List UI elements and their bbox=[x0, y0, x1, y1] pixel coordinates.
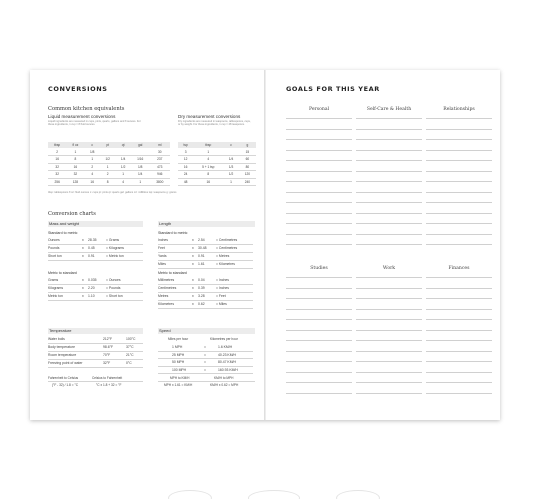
conversion-cell: = Inches bbox=[216, 278, 229, 282]
table-cell: 1 bbox=[84, 156, 99, 164]
goal-line[interactable] bbox=[426, 277, 492, 278]
conversion-cell: = Centimetres bbox=[216, 246, 238, 250]
liquid-heading: Liquid measurement conversions bbox=[48, 114, 116, 119]
conversion-cell: x bbox=[192, 238, 194, 242]
table-cell: 120 bbox=[239, 171, 256, 179]
conversion-cell: 1.6 KM/H bbox=[218, 345, 233, 349]
goal-line[interactable] bbox=[426, 372, 492, 373]
conversion-cell: 2.20 bbox=[88, 286, 95, 290]
conversion-cell: 0.91 bbox=[88, 254, 95, 258]
conversion-cell: x bbox=[82, 254, 84, 258]
goal-line[interactable] bbox=[286, 372, 352, 373]
conversion-cell: 2.54 bbox=[198, 238, 205, 242]
conversion-cell: = Pounds bbox=[106, 286, 121, 290]
row-divider bbox=[48, 367, 143, 368]
row-divider bbox=[48, 292, 143, 293]
table-cell: 16 bbox=[178, 163, 193, 171]
conversion-cell: 0.45 bbox=[88, 246, 95, 250]
conversion-cell: 50 MPH bbox=[172, 360, 185, 364]
goal-line[interactable] bbox=[356, 372, 422, 373]
goal-line[interactable] bbox=[426, 150, 492, 151]
goal-line[interactable] bbox=[426, 192, 492, 193]
conversion-cell: x bbox=[192, 294, 194, 298]
goal-line[interactable] bbox=[426, 181, 492, 182]
conversion-cell: = bbox=[204, 367, 206, 372]
goal-line[interactable] bbox=[356, 150, 422, 151]
mph-to-kmh-formula: MPH x 1.61 = KM/H bbox=[164, 383, 193, 387]
row-divider bbox=[48, 252, 143, 253]
table-cell: 1/4 bbox=[115, 156, 130, 164]
dry-heading: Dry measurement conversions bbox=[178, 114, 241, 119]
goal-line[interactable] bbox=[426, 340, 492, 341]
goal-line[interactable] bbox=[356, 192, 422, 193]
conversion-cell: = Inches bbox=[216, 286, 229, 290]
table-row bbox=[178, 148, 256, 156]
goal-line[interactable] bbox=[426, 351, 492, 352]
liquid-col-header: fl oz bbox=[66, 142, 84, 148]
mph-to-kmh-label: MPH to KM/H bbox=[170, 376, 190, 380]
goal-line[interactable] bbox=[286, 340, 352, 341]
conversion-cell: 32°F bbox=[103, 361, 111, 365]
table-cell: 16 bbox=[84, 178, 99, 186]
conversion-cell: Millimetres bbox=[158, 278, 175, 282]
table-cell: 8 bbox=[66, 156, 84, 164]
conversion-cell: Kilometres bbox=[158, 302, 175, 306]
conversion-cell: x bbox=[82, 294, 84, 298]
conversion-cell: Freezing point of water bbox=[48, 361, 83, 365]
goal-line[interactable] bbox=[426, 309, 492, 310]
table-cell: 240 bbox=[239, 178, 256, 186]
goal-line[interactable] bbox=[286, 139, 352, 140]
table-cell: 24 bbox=[178, 171, 193, 179]
table-cell bbox=[131, 148, 150, 156]
table-cell: 16 bbox=[48, 156, 66, 164]
table-cell: 3800 bbox=[150, 178, 170, 186]
goal-line[interactable] bbox=[426, 298, 492, 299]
table-cell: 16 bbox=[66, 163, 84, 171]
conversion-cell: x bbox=[82, 238, 84, 242]
row-divider bbox=[48, 260, 143, 261]
length-section-header: Length bbox=[158, 221, 255, 227]
goal-line[interactable] bbox=[286, 150, 352, 151]
liquid-col-header: ml bbox=[150, 142, 170, 148]
goal-category-finances: Finances bbox=[448, 266, 470, 271]
conversion-cell: 40.23 KM/H bbox=[218, 352, 236, 357]
conversion-cell: = bbox=[204, 352, 206, 357]
goal-line[interactable] bbox=[286, 234, 352, 235]
conversion-cell: 0.91 bbox=[198, 254, 205, 258]
goal-line[interactable] bbox=[286, 309, 352, 310]
conversion-cell: = Ounces bbox=[106, 278, 121, 282]
conversion-cell: 1.10 bbox=[88, 294, 95, 298]
goal-line[interactable] bbox=[286, 213, 352, 214]
conversion-cell: Room temperature bbox=[48, 353, 77, 357]
goal-line[interactable] bbox=[356, 298, 422, 299]
table-cell bbox=[223, 148, 239, 156]
conversion-cell: 30.48 bbox=[198, 246, 207, 250]
liquid-col-header: qt bbox=[115, 142, 130, 148]
liquid-col-header: c bbox=[84, 142, 99, 148]
table-cell: 4 bbox=[193, 156, 223, 164]
goal-line[interactable] bbox=[356, 330, 422, 331]
table-cell: 128 bbox=[66, 178, 84, 186]
goal-line[interactable] bbox=[286, 382, 352, 383]
table-cell: 237 bbox=[150, 156, 170, 164]
conversion-cell: Feet bbox=[158, 246, 165, 250]
table-cell bbox=[100, 148, 115, 156]
conversion-cell: x bbox=[192, 302, 194, 306]
speed-section-header: Speed bbox=[158, 328, 255, 334]
table-cell: 946 bbox=[150, 171, 170, 179]
goal-line[interactable] bbox=[426, 330, 492, 331]
planner-spread bbox=[30, 70, 500, 420]
conversion-cell: Water boils bbox=[48, 337, 65, 341]
mph-col-header: Miles per hour bbox=[168, 337, 189, 341]
conversion-cell: x bbox=[82, 286, 84, 290]
goal-line[interactable] bbox=[426, 319, 492, 320]
table-cell: 4 bbox=[84, 171, 99, 179]
goal-line[interactable] bbox=[426, 202, 492, 203]
table-row bbox=[178, 156, 256, 164]
conversion-cell: 80.47 KM/H bbox=[218, 360, 236, 364]
row-divider bbox=[48, 284, 143, 285]
goal-line[interactable] bbox=[356, 118, 422, 119]
conversion-cell: 0.035 bbox=[88, 278, 97, 282]
goal-line[interactable] bbox=[286, 319, 352, 320]
table-row bbox=[48, 156, 170, 164]
table-cell: 32 bbox=[48, 171, 66, 179]
table-cell: 1/8 bbox=[131, 163, 150, 171]
table-cell: 2 bbox=[100, 171, 115, 179]
goal-line[interactable] bbox=[356, 181, 422, 182]
goal-line[interactable] bbox=[286, 192, 352, 193]
conversion-cell: x bbox=[82, 278, 84, 282]
table-row bbox=[178, 163, 256, 171]
conversion-cell: = Centimetres bbox=[216, 238, 238, 242]
goal-line[interactable] bbox=[426, 393, 492, 394]
table-row bbox=[48, 163, 170, 171]
table-cell: 1/4 bbox=[131, 171, 150, 179]
goal-line[interactable] bbox=[356, 382, 422, 383]
table-cell: 80 bbox=[239, 163, 256, 171]
c-to-f-label: Celsius to Fahrenheit bbox=[92, 376, 123, 380]
kitchen-heading: Common kitchen equivalents bbox=[48, 106, 125, 112]
table-cell: 32 bbox=[48, 163, 66, 171]
goal-line[interactable] bbox=[286, 181, 352, 182]
f-to-c-formula: (°F - 32) / 1.8 = °C bbox=[52, 383, 79, 387]
table-cell: 16 bbox=[193, 178, 223, 186]
goals-page bbox=[265, 70, 500, 420]
table-cell: 1 bbox=[115, 171, 130, 179]
goal-line[interactable] bbox=[286, 351, 352, 352]
conversion-cell: 37°C bbox=[126, 345, 134, 349]
conversion-cell: 3.28 bbox=[198, 294, 205, 298]
table-row bbox=[48, 171, 170, 179]
goal-line[interactable] bbox=[286, 244, 352, 245]
goal-category-relationships: Relationships bbox=[443, 107, 475, 112]
table-cell: 5 + 1 tsp bbox=[193, 163, 223, 171]
row-divider bbox=[158, 373, 253, 374]
conversion-cell: = Miles bbox=[216, 302, 227, 306]
thumbnail-indicator[interactable] bbox=[168, 490, 212, 499]
c-to-f-formula: °C x 1.8 + 32 = °F bbox=[96, 383, 122, 387]
table-cell: 1/2 bbox=[100, 156, 115, 164]
row-divider bbox=[158, 351, 253, 352]
conversion-cell: x bbox=[192, 278, 194, 282]
conversion-cell: = Feet bbox=[216, 294, 226, 298]
row-divider bbox=[48, 351, 143, 352]
row-divider bbox=[158, 268, 253, 269]
table-cell: 2 bbox=[48, 148, 66, 156]
conversion-cell: Metric ton bbox=[48, 294, 63, 298]
goal-line[interactable] bbox=[426, 244, 492, 245]
table-row bbox=[48, 148, 170, 156]
row-divider bbox=[158, 244, 253, 245]
row-divider bbox=[48, 300, 143, 301]
kmh-to-mph-formula: KM/H x 0.62 = MPH bbox=[210, 383, 239, 387]
goal-line[interactable] bbox=[356, 288, 422, 289]
table-row bbox=[178, 178, 256, 186]
conversions-page bbox=[30, 70, 265, 420]
table-cell: 8 bbox=[100, 178, 115, 186]
thumbnail-indicator[interactable] bbox=[248, 490, 300, 499]
goal-line[interactable] bbox=[426, 171, 492, 172]
row-divider bbox=[158, 308, 253, 309]
conversion-cell: 1.61 bbox=[198, 262, 205, 266]
goal-category-studies: Studies bbox=[310, 266, 328, 271]
row-divider bbox=[158, 260, 253, 261]
conversion-cell: 0.04 bbox=[198, 278, 205, 282]
goal-line[interactable] bbox=[356, 319, 422, 320]
goals-title: GOALS FOR THIS YEAR bbox=[286, 85, 380, 93]
table-cell: 256 bbox=[48, 178, 66, 186]
f-to-c-label: Fahrenheit to Celsius bbox=[48, 376, 79, 380]
conversion-cell: 70°F bbox=[103, 353, 111, 357]
conversion-cell: 160.93 KM/H bbox=[218, 367, 238, 372]
conversion-cell: = bbox=[204, 360, 206, 364]
conversion-cell: 25 MPH bbox=[172, 352, 185, 357]
conversion-cell: 21°C bbox=[126, 353, 134, 357]
goal-line[interactable] bbox=[356, 129, 422, 130]
length-standard-heading: Standard to metric bbox=[158, 231, 188, 235]
abbreviation-legend: tbsp: tablespoons fl oz: fluid ounces c: cups pt: pints qt: quarts gal: gallons ml: millilitres tsp: teaspoons g: grams bbox=[48, 191, 177, 194]
goal-line[interactable] bbox=[356, 213, 422, 214]
conversion-cell: 28.35 bbox=[88, 238, 97, 242]
liquid-col-header: pt bbox=[100, 142, 115, 148]
dry-col-header: g bbox=[239, 142, 256, 148]
conversion-cell: x bbox=[82, 246, 84, 250]
goal-category-work: Work bbox=[382, 266, 396, 271]
length-metric-heading: Metric to standard bbox=[158, 271, 187, 275]
goal-line[interactable] bbox=[356, 340, 422, 341]
goal-line[interactable] bbox=[426, 129, 492, 130]
table-cell: 1/3 bbox=[223, 163, 239, 171]
dry-note: Dry ingredients are measured in teaspoons, tablespoons, cups, or by weight. For these ingredients, 1 cup = 48 teaspoons. bbox=[178, 120, 251, 127]
goal-line[interactable] bbox=[286, 160, 352, 161]
goal-line[interactable] bbox=[356, 361, 422, 362]
conversion-cell: Body temperature bbox=[48, 345, 75, 349]
charts-heading: Conversion charts bbox=[48, 211, 96, 217]
goal-line[interactable] bbox=[286, 118, 352, 119]
goal-line[interactable] bbox=[356, 202, 422, 203]
conversion-cell: 0°C bbox=[126, 361, 132, 365]
conversion-cell: 0.62 bbox=[198, 302, 205, 306]
row-divider bbox=[158, 358, 253, 359]
conversion-cell: Inches bbox=[158, 238, 168, 242]
conversion-cell: = Short ton bbox=[106, 294, 123, 298]
goal-line[interactable] bbox=[286, 298, 352, 299]
conversion-cell: 0.39 bbox=[198, 286, 205, 290]
liquid-note: Liquid ingredients are measured in cups, pints, quarts, gallons and fl ounces. For these ingredients, 1 cup = 8 fluid ounces. bbox=[48, 120, 141, 127]
conversion-cell: x bbox=[192, 254, 194, 258]
conversion-cell: Pounds bbox=[48, 246, 60, 250]
table-cell: 1/8 bbox=[84, 148, 99, 156]
row-divider bbox=[48, 244, 143, 245]
dry-col-header: tbsp bbox=[193, 142, 223, 148]
goal-line[interactable] bbox=[286, 330, 352, 331]
goal-line[interactable] bbox=[286, 223, 352, 224]
table-cell: 4 bbox=[115, 178, 130, 186]
conversion-cell: x bbox=[192, 246, 194, 250]
goal-line[interactable] bbox=[426, 234, 492, 235]
goal-line[interactable] bbox=[286, 202, 352, 203]
conversion-cell: Metres bbox=[158, 294, 169, 298]
table-cell: 15 bbox=[239, 148, 256, 156]
conversion-cell: 1 MPH bbox=[172, 345, 183, 349]
goal-line[interactable] bbox=[426, 382, 492, 383]
goal-line[interactable] bbox=[426, 213, 492, 214]
row-divider bbox=[158, 366, 253, 367]
mass-standard-heading: Standard to metric bbox=[48, 231, 78, 235]
goal-line[interactable] bbox=[356, 351, 422, 352]
row-divider bbox=[158, 300, 253, 301]
row-divider bbox=[158, 284, 253, 285]
liquid-col-header: gal bbox=[131, 142, 150, 148]
row-divider bbox=[158, 252, 253, 253]
conversion-cell: x bbox=[192, 262, 194, 266]
table-cell: 1 bbox=[223, 178, 239, 186]
conversion-cell: = bbox=[204, 345, 206, 349]
dry-conversion-table bbox=[178, 142, 256, 186]
goal-line[interactable] bbox=[356, 309, 422, 310]
row-divider bbox=[158, 292, 253, 293]
conversion-cell: 100 MPH bbox=[172, 367, 187, 372]
liquid-conversion-table bbox=[48, 142, 170, 186]
conversion-cell: Short ton bbox=[48, 254, 62, 258]
conversion-cell: 98.6°F bbox=[103, 345, 114, 349]
table-cell: 1 bbox=[66, 148, 84, 156]
conversion-cell: 100°C bbox=[126, 337, 136, 341]
table-cell: 1/2 bbox=[223, 171, 239, 179]
goal-line[interactable] bbox=[286, 277, 352, 278]
goal-line[interactable] bbox=[356, 393, 422, 394]
goal-line[interactable] bbox=[356, 171, 422, 172]
goal-line[interactable] bbox=[286, 171, 352, 172]
conversion-cell: Kilograms bbox=[48, 286, 64, 290]
goal-line[interactable] bbox=[426, 139, 492, 140]
conversion-cell: = Kilograms bbox=[106, 246, 124, 250]
goal-category-personal: Personal bbox=[308, 107, 330, 112]
goal-line[interactable] bbox=[426, 361, 492, 362]
table-cell: 1/16 bbox=[131, 156, 150, 164]
table-cell: 30 bbox=[150, 148, 170, 156]
goal-line[interactable] bbox=[286, 129, 352, 130]
table-cell: 1/4 bbox=[223, 156, 239, 164]
conversion-cell: = Metric ton bbox=[106, 254, 124, 258]
mass-metric-heading: Metric to standard bbox=[48, 271, 77, 275]
table-cell bbox=[115, 148, 130, 156]
table-cell: 473 bbox=[150, 163, 170, 171]
conversion-cell: Miles bbox=[158, 262, 166, 266]
thumbnail-indicator[interactable] bbox=[336, 490, 380, 499]
goal-line[interactable] bbox=[426, 288, 492, 289]
kmh-col-header: Kilometres per hour bbox=[210, 337, 238, 341]
dry-col-header: c bbox=[223, 142, 239, 148]
conversion-cell: = Grams bbox=[106, 238, 120, 242]
goal-line[interactable] bbox=[426, 160, 492, 161]
table-cell: 1 bbox=[100, 163, 115, 171]
table-cell: 60 bbox=[239, 156, 256, 164]
table-cell: 8 bbox=[193, 171, 223, 179]
table-cell: 32 bbox=[66, 171, 84, 179]
table-cell: 1 bbox=[131, 178, 150, 186]
conversion-cell: x bbox=[192, 286, 194, 290]
kmh-to-mph-label: KM/H to MPH bbox=[214, 376, 234, 380]
liquid-col-header: tbsp bbox=[48, 142, 66, 148]
table-cell: 12 bbox=[178, 156, 193, 164]
goal-line[interactable] bbox=[356, 244, 422, 245]
conversion-cell: = Metres bbox=[216, 254, 230, 258]
page-title: CONVERSIONS bbox=[48, 85, 108, 93]
goal-line[interactable] bbox=[426, 223, 492, 224]
mass-section-header: Mass and weight bbox=[48, 221, 143, 227]
goal-line[interactable] bbox=[356, 139, 422, 140]
table-cell: 1/2 bbox=[115, 163, 130, 171]
goal-line[interactable] bbox=[286, 393, 352, 394]
table-row bbox=[178, 171, 256, 179]
goal-line[interactable] bbox=[356, 223, 422, 224]
page-fold bbox=[264, 70, 266, 420]
temperature-section-header: Temperature bbox=[48, 328, 143, 334]
goal-line[interactable] bbox=[356, 234, 422, 235]
table-cell: 48 bbox=[178, 178, 193, 186]
goal-line[interactable] bbox=[286, 361, 352, 362]
goal-line[interactable] bbox=[356, 160, 422, 161]
row-divider bbox=[48, 359, 143, 360]
goal-line[interactable] bbox=[286, 288, 352, 289]
goal-line[interactable] bbox=[356, 277, 422, 278]
table-cell: 2 bbox=[84, 163, 99, 171]
conversion-cell: = Kilometres bbox=[216, 262, 235, 266]
table-cell: 3 bbox=[178, 148, 193, 156]
conversion-cell: Centimetres bbox=[158, 286, 177, 290]
conversion-cell: Grams bbox=[48, 278, 59, 282]
conversion-cell: 212°F bbox=[103, 337, 113, 341]
conversion-cell: Yards bbox=[158, 254, 167, 258]
table-cell: 1 bbox=[193, 148, 223, 156]
conversion-cell: Ounces bbox=[48, 238, 60, 242]
goal-category-self-care-health: Self-Care & Health bbox=[366, 107, 412, 112]
dry-col-header: tsp bbox=[178, 142, 193, 148]
goal-line[interactable] bbox=[426, 118, 492, 119]
table-row bbox=[48, 178, 170, 186]
row-divider bbox=[48, 343, 143, 344]
